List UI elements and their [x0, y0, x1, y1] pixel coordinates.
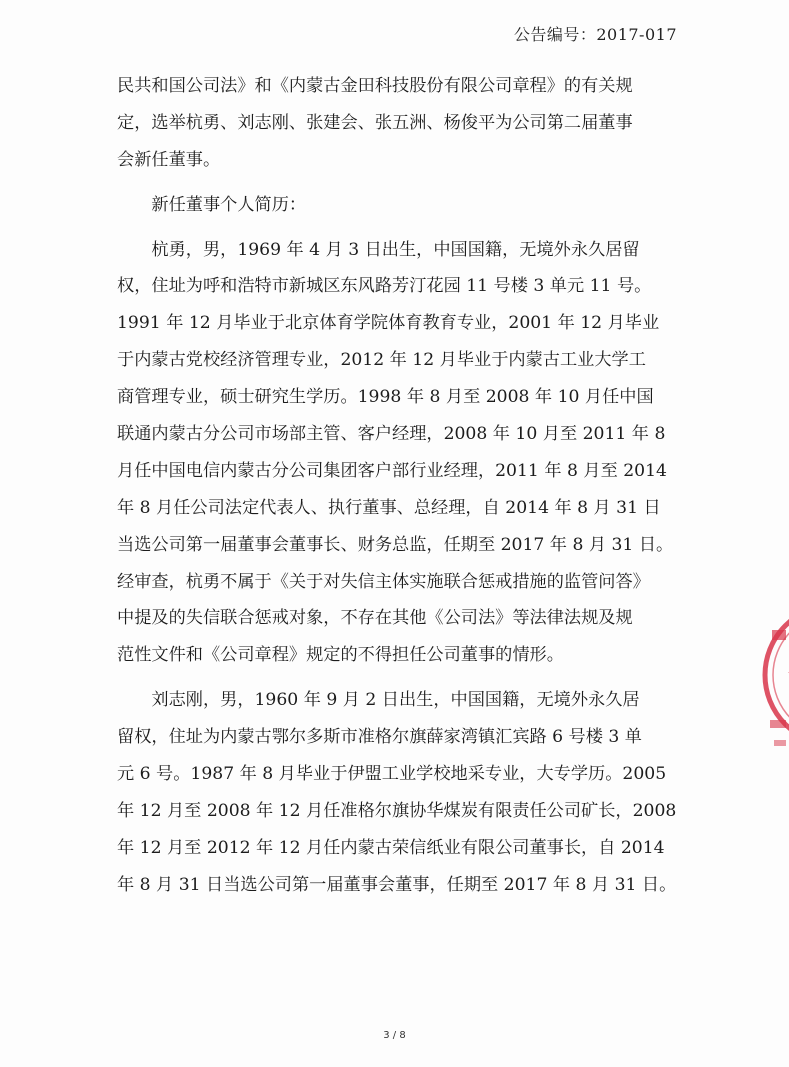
text-line: 元 6 号。1987 年 8 月毕业于伊盟工业学校地采专业，大专学历。2005	[117, 764, 667, 785]
text-line: 1991 年 12 月毕业于北京体育学院体育教育专业，2001 年 12 月毕业	[117, 313, 660, 334]
document-body	[117, 68, 677, 904]
text-line: 民共和国公司法》和《内蒙古金田科技股份有限公司章程》的有关规	[117, 76, 633, 96]
paragraph-liu-zhigang	[117, 682, 677, 903]
text-line: 刘志刚，男，1960 年 9 月 2 日出生，中国国籍，无境外永久居	[117, 690, 640, 711]
text-line: 留权，住址为内蒙古鄂尔多斯市准格尔旗薛家湾镇汇宾路 6 号楼 3 单	[117, 727, 642, 748]
text-line: 年 12 月至 2012 年 12 月任内蒙古荣信纸业有限公司董事长，自 2014	[117, 837, 665, 858]
text-line: 年 8 月 31 日当选公司第一届董事会董事，任期至 2017 年 8 月 31 日。	[117, 874, 677, 895]
text-line: 范性文件和《公司章程》规定的不得担任公司董事的情形。	[117, 645, 564, 666]
page-number: 3 / 8	[383, 1030, 406, 1041]
text-line: 杭勇，男，1969 年 4 月 3 日出生，中国国籍，无境外永久居留	[117, 239, 640, 260]
company-seal-stamp	[760, 570, 789, 790]
text-line: 当选公司第一届董事会董事长、财务总监，任期至 2017 年 8 月 31 日。	[117, 534, 674, 555]
text-line: 会新任董事。	[117, 149, 221, 170]
text-line: 联通内蒙古分公司市场部主管、客户经理，2008 年 10 月至 2011 年 8	[117, 424, 666, 445]
text-line: 中提及的失信联合惩戒对象，不存在其他《公司法》等法律法规及规	[117, 608, 633, 629]
text-line: 商管理专业，硕士研究生学历。1998 年 8 月至 2008 年 10 月任中国	[117, 387, 654, 408]
text-line: 年 8 月任公司法定代表人、执行董事、总经理，自 2014 年 8 月 31 日	[117, 497, 661, 518]
paragraph-hang-yong	[117, 232, 677, 675]
announcement-number: 公告编号：2017-017	[513, 25, 677, 44]
text-line: 于内蒙古党校经济管理专业，2012 年 12 月毕业于内蒙古工业大学工	[117, 350, 646, 371]
text-line: 经审查，杭勇不属于《关于对失信主体实施联合惩戒措施的监管问答》	[117, 571, 650, 592]
text-line: 新任董事个人简历：	[117, 194, 307, 215]
paragraph-legal-basis	[117, 68, 677, 179]
section-heading-resumes	[117, 187, 677, 224]
text-line: 年 12 月至 2008 年 12 月任准格尔旗协华煤炭有限责任公司矿长，2008	[117, 800, 677, 821]
text-line: 权，住址为呼和浩特市新城区东风路芳汀花园 11 号楼 3 单元 11 号。	[117, 276, 652, 297]
text-line: 定，选举杭勇、刘志刚、张建会、张五洲、杨俊平为公司第二届董事	[117, 112, 633, 133]
text-line: 月任中国电信内蒙古分公司集团客户部行业经理，2011 年 8 月至 2014	[117, 460, 667, 481]
